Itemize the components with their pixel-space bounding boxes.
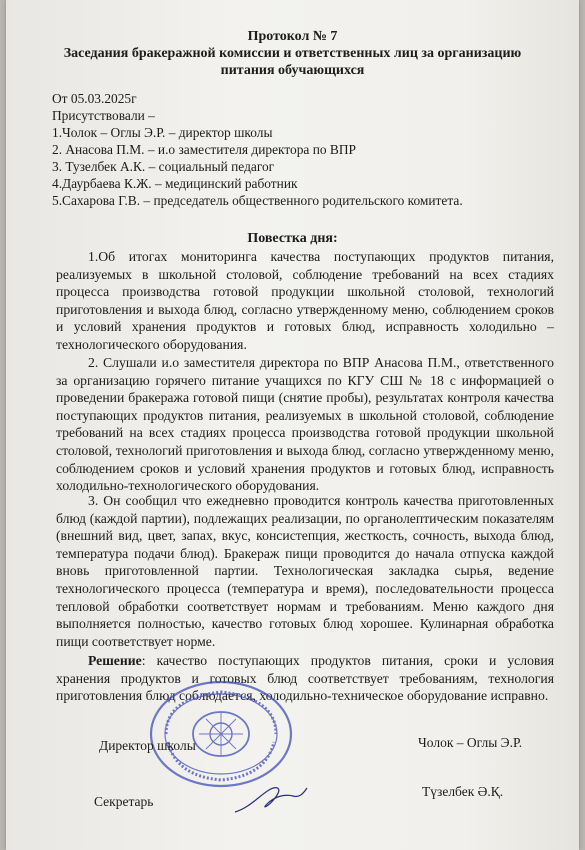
agenda-item-2 [56,354,554,495]
present-label: Присутствовали – [52,108,155,123]
agenda-item-3-text: 3. Он сообщил что ежедневно проводится контроль качества приготовленных блюд (каждой партии), подлежащих реализации, по органолептическим показателям (внешний вид, цвет, запах, вкус, консистепция, жесткость, сочность, выхода блюд, температура подачи блюд). Бракераж пищи проводится до начала отпуска каждой вновь приготовленной партии. Технологическая закладка сырья, ведение технологического процесса (температура и время), последовательности процесса тепловой обработки соответствует нормам и требованиям. Меню каждого дня выполняется полностью, качество готовых блюд хорошее. Кулинарная обработка пищи соответствует норме. [56,493,554,649]
agenda-heading: Повестка дня: [247,231,338,246]
document-title: Протокол № 7 [247,29,338,44]
document-subtitle-line-1: Заседания бракеражной комиссии и ответственных лиц за организацию [63,46,522,61]
agenda-item-1-text: 1.Об итогах мониторинга качества поступающих продуктов питания, реализуемых в школьной столовой, соблюдение требований на всех стадиях процесса производства готовой продукции школьной столовой, технологий приготовления и выхода блюд, согласно утвержденному меню, соблюдением сроков и условий хранения продуктов и готовых блюд, исправность холодильно – технологического оборудования. [56,249,554,352]
attendee-item: 1.Чолок – Оглы Э.Р. – директор школы [52,125,273,140]
director-title: Директор школы [99,738,196,753]
secretary-title: Секретарь [94,794,154,809]
document-subtitle-line-2: питания обучающихся [220,63,365,78]
attendee-item: 2. Анасова П.М. – и.о заместителя директора по ВПР [52,142,356,157]
secretary-name: Түзелбек Ә.Қ. [422,784,504,799]
attendee-item: 5.Сахарова Г.В. – председатель общественного родительского комитета. [52,193,463,208]
decision-text: : качество поступающих продуктов питания, сроки и условия хранения продуктов и готовых блюд соответствует требованиям, технология приготовления блюд соблюдается, холодильно-техническое оборудование исправно. [56,653,554,704]
agenda-item-2-text: 2. Слушали и.о заместителя директора по ВПР Анасова П.М., ответственного за организацию горячего питание учащихся по КГУ СШ № 18 с информацией о проведении бракеража готовой пищи (снятие пробы), результатах контроля качества поступающих продуктов питания, реализуемых в школьной столовой, соблюдение требований на всех стадиях процесса производства готовой продукции школьной столовой, технологий приготовления и выхода блюд, согласно утвержденному меню, соблюдением сроков и условий хранения продуктов и готовых блюд, исправность холодильно-технологического оборудования. [56,355,554,494]
agenda-item-3 [56,492,554,650]
protocol-document [6,0,579,850]
protocol-date: От 05.03.2025г [52,91,137,106]
director-name: Чолок – Оглы Э.Р. [418,735,523,750]
attendee-item: 3. Тузелбек А.К. – социальный педагог [52,159,275,174]
official-stamp [146,676,296,788]
secretary-signature [231,782,311,816]
agenda-item-1 [56,248,554,354]
attendee-item: 4.Даурбаева К.Ж. – медицинский работник [52,176,298,191]
decision-paragraph [56,652,554,705]
decision-label: Решение [88,653,142,668]
